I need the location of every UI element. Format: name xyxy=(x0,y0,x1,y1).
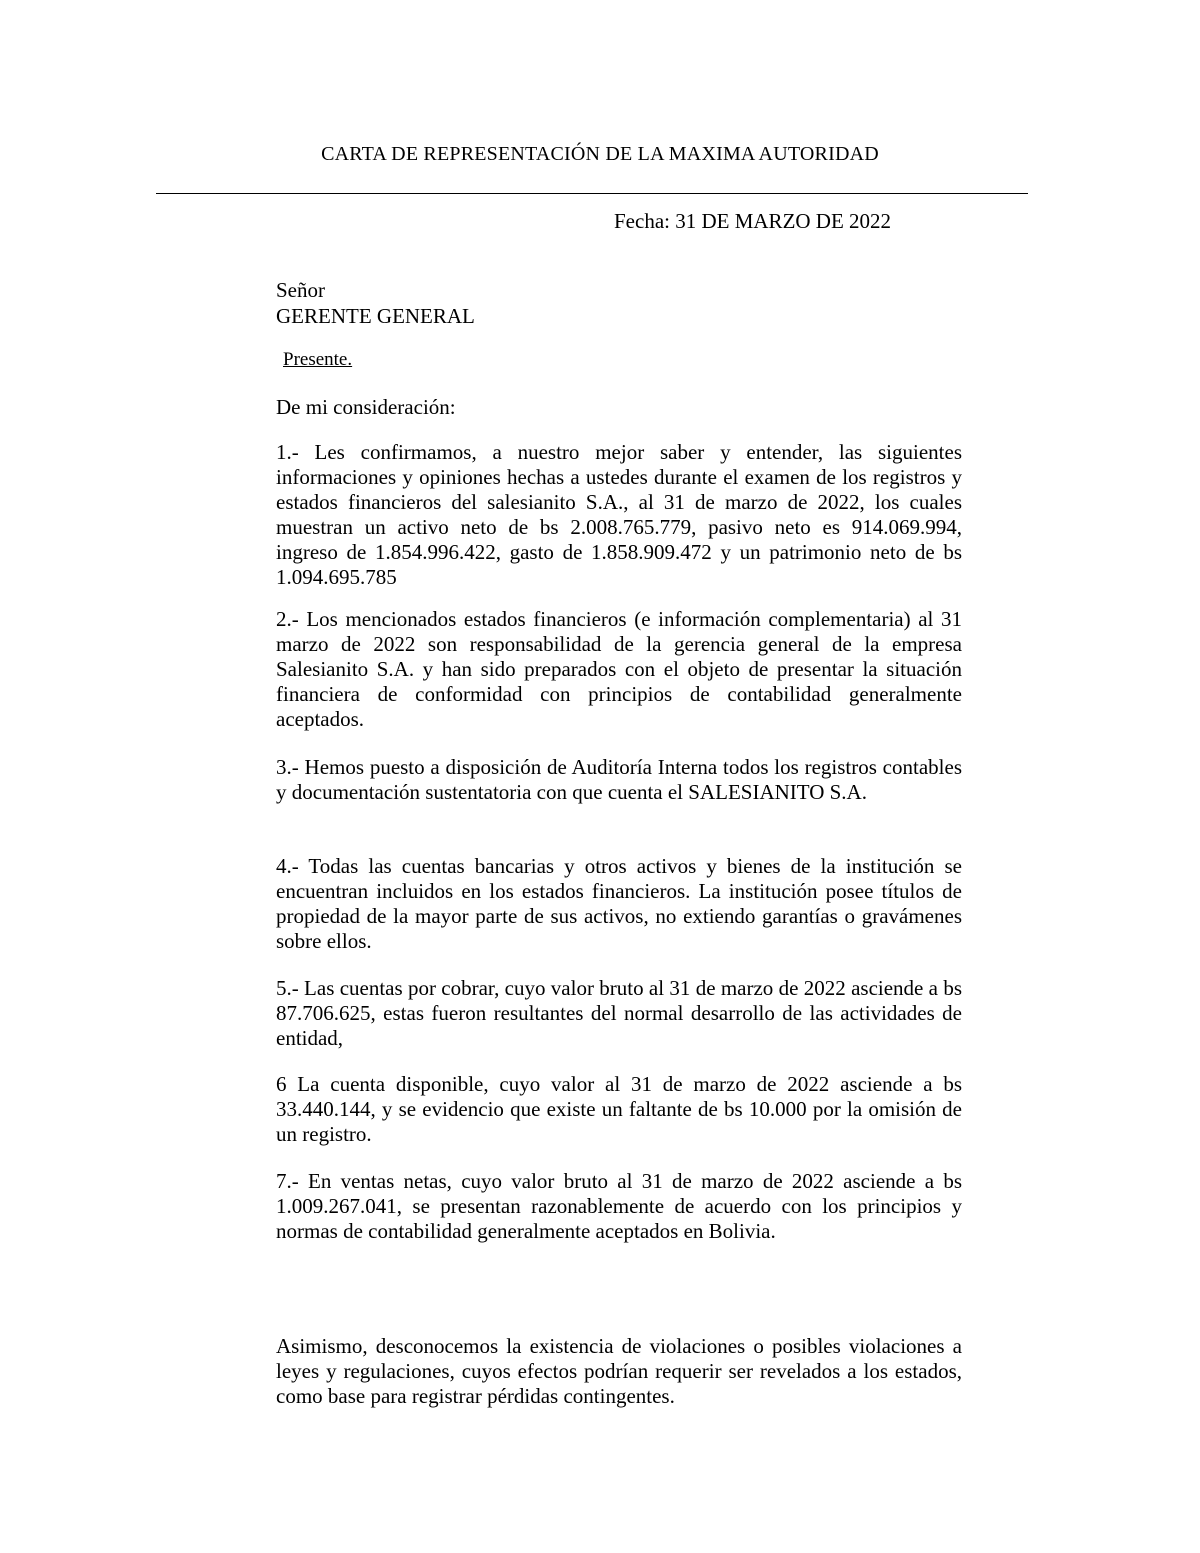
paragraph-1: 1.- Les confirmamos, a nuestro mejor saber y entender, las siguientes informaciones y opiniones hechas a ustedes durante el examen de los registros y estados financieros del salesianito S.A., al 31 de marzo de 2022, los cuales muestran un activo neto de bs 2.008.765.779, pasivo neto es 914.069.994, ingreso de 1.854.996.422, gasto de 1.858.909.472 y un patrimonio neto de bs 1.094.695.785 xyxy=(276,440,962,589)
paragraph-5: 5.- Las cuentas por cobrar, cuyo valor bruto al 31 de marzo de 2022 asciende a bs 87.706.625, estas fueron resultantes del normal desarrollo de las actividades de entidad, xyxy=(276,976,962,1050)
paragraph-2: 2.- Los mencionados estados financieros (e información complementaria) al 31 marzo de 2022 son responsabilidad de la gerencia general de la empresa Salesianito S.A. y han sido preparados con el objeto de presentar la situación financiera de conformidad con principios de contabilidad generalmente aceptados. xyxy=(276,607,962,731)
greeting: De mi consideración: xyxy=(276,395,456,419)
paragraph-4: 4.- Todas las cuentas bancarias y otros activos y bienes de la institución se encuentran incluidos en los estados financieros. La institución posee títulos de propiedad de la mayor parte de sus activos, no extiendo garantías o gravámenes sobre ellos. xyxy=(276,854,962,953)
paragraph-7: 7.- En ventas netas, cuyo valor bruto al 31 de marzo de 2022 asciende a bs 1.009.267.041, se presentan razonablemente de acuerdo con los principios y normas de contabilidad generalmente aceptados en Bolivia. xyxy=(276,1169,962,1243)
letter-date: Fecha: 31 DE MARZO DE 2022 xyxy=(614,209,892,233)
presente-label: Presente. xyxy=(283,349,353,370)
closing-paragraph: Asimismo, desconocemos la existencia de violaciones o posibles violaciones a leyes y regulaciones, cuyos efectos podrían requerir ser revelados a los estados, como base para registrar pérdidas contingentes. xyxy=(276,1334,962,1408)
paragraph-3: 3.- Hemos puesto a disposición de Auditoría Interna todos los registros contables y documentación sustentatoria con que cuenta el SALESIANITO S.A. xyxy=(276,755,962,804)
title-divider xyxy=(156,193,1028,194)
recipient: GERENTE GENERAL xyxy=(276,304,475,328)
paragraph-6: 6 La cuenta disponible, cuyo valor al 31 de marzo de 2022 asciende a bs 33.440.144, y se evidencio que existe un faltante de bs 10.000 por la omisión de un registro. xyxy=(276,1072,962,1146)
salutation: Señor xyxy=(276,278,325,302)
document-title: CARTA DE REPRESENTACIÓN DE LA MAXIMA AUTORIDAD xyxy=(321,143,879,165)
